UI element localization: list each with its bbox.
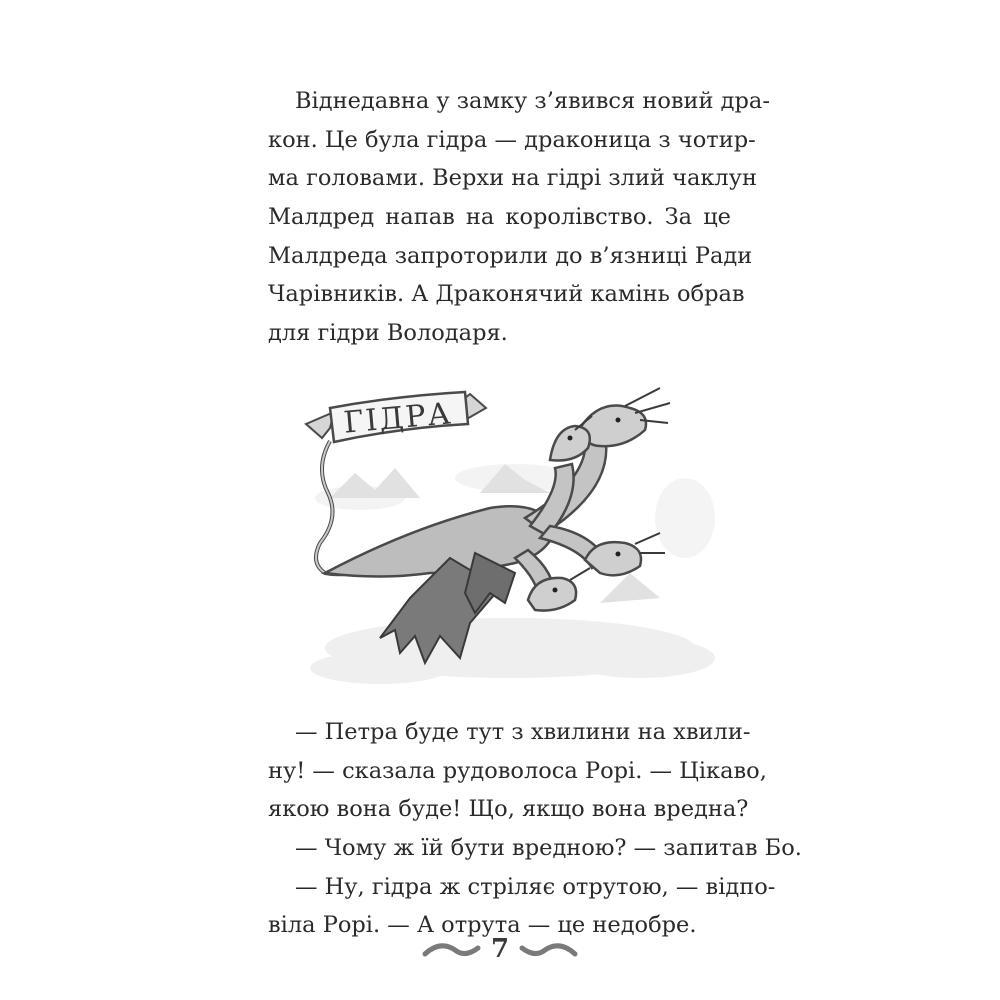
text-line: віла Рорі. — А отрута — це недобре. [268,912,697,939]
text-line: Віднедавна у замку з’явився новий дра- [295,88,770,114]
text-line: — Ну, гідра ж стріляє отрутою, — відпо- [295,873,776,900]
text-line: Малдред напав на королівство. За це [268,204,731,231]
text-line: для гідри Володаря. [268,320,508,347]
text-line: — Чому ж їй бути вредною? — запитав Бо. [295,835,802,862]
page-number: 7 [490,934,510,964]
text-line: Чарівників. А Драконячий камінь обрав [268,281,745,308]
text-line: ма головами. Верхи на гідрі злий чаклун [268,165,757,192]
text-line: ну! — сказала рудоволоса Рорі. — Цікаво, [268,757,767,784]
name-banner [306,392,486,442]
hydra-dragon-illustration-icon [300,368,720,688]
banner-text: ГІДРА [342,396,454,441]
paragraph-intro [268,82,770,353]
hydra-body [325,506,555,576]
text-line: кон. Це була гідра — драконица з чотир- [268,126,756,153]
paragraph-dialogue [268,713,802,945]
text-line: — Петра буде тут з хвилини на хвили- [295,719,751,745]
text-line: Малдреда запроторили до в’язниці Ради [268,242,753,269]
page-footer [420,930,580,970]
text-line: якою вона буде! Що, якщо вона вредна? [268,796,749,823]
hydra-illustration [300,368,720,688]
